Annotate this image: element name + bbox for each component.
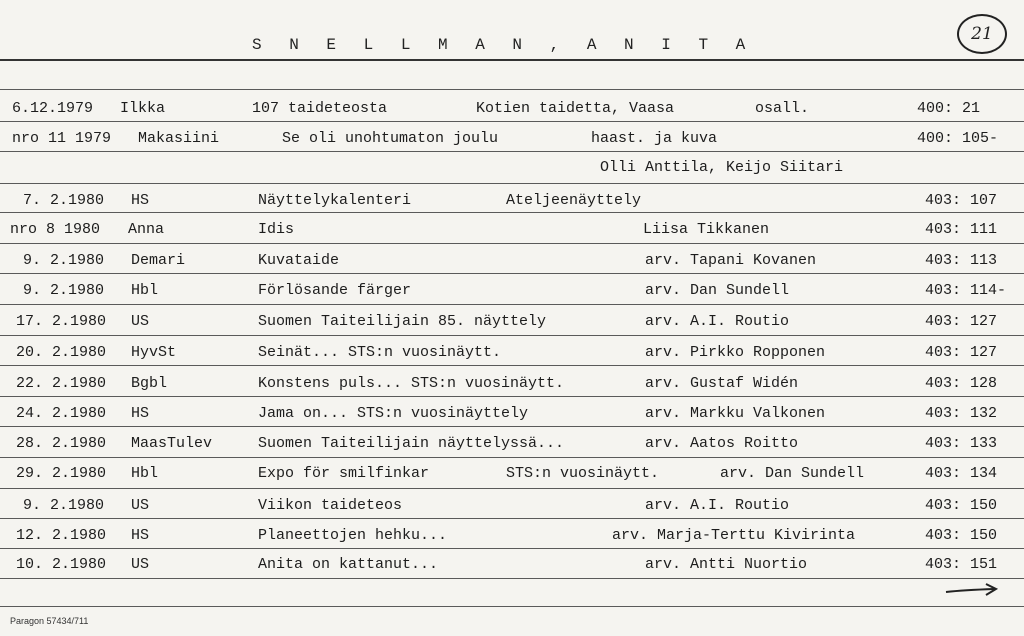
entry-author: arv. Dan Sundell	[645, 282, 790, 299]
entry-ref: 403: 133	[925, 435, 998, 452]
entry-date: 7. 2.1980	[23, 192, 105, 209]
entry-ref: 403: 151	[925, 556, 998, 573]
entry-author: arv. Marja-Terttu Kivirinta	[612, 527, 856, 544]
card-number-circle: 21	[957, 14, 1007, 54]
person-name: S N E L L M A N , A N I T A	[252, 36, 755, 54]
entry-source: Makasiini	[138, 130, 220, 147]
entry-date: 20. 2.1980	[16, 344, 107, 361]
entry-date: 6.12.1979	[12, 100, 94, 117]
entry-source: HS	[131, 405, 150, 422]
entry-row	[0, 435, 1024, 465]
entry-title: Förlösande färger	[258, 282, 412, 299]
entry-author: Liisa Tikkanen	[643, 221, 770, 238]
entry-date: 29. 2.1980	[16, 465, 107, 482]
entry-row	[0, 252, 1024, 282]
entry-row	[0, 556, 1024, 586]
entry-ref: 403: 107	[925, 192, 998, 209]
entry-source: Bgbl	[131, 375, 168, 392]
entry-title: Expo för smilfinkar	[258, 465, 430, 482]
entry-title: Seinät... STS:n vuosinäytt.	[258, 344, 502, 361]
entry-row	[0, 344, 1024, 374]
entry-ref: 400: 105-	[917, 130, 999, 147]
entry-title: Anita on kattanut...	[258, 556, 439, 573]
entry-date: 24. 2.1980	[16, 405, 107, 422]
entry-author: arv. A.I. Routio	[645, 497, 790, 514]
entry-row	[0, 130, 1024, 160]
entry-source: Hbl	[131, 465, 159, 482]
entry-ref: 403: 111	[925, 221, 998, 238]
rule	[0, 89, 1024, 90]
entry-note: Ateljeenäyttely	[506, 192, 642, 209]
entry-row	[0, 192, 1024, 222]
entry-date: 17. 2.1980	[16, 313, 107, 330]
entry-date: 10. 2.1980	[16, 556, 107, 573]
entry-ref: 403: 150	[925, 527, 998, 544]
entry-row	[0, 497, 1024, 527]
entry-row	[0, 375, 1024, 405]
entry-row	[0, 282, 1024, 312]
entry-ref: 403: 113	[925, 252, 998, 269]
entry-source: US	[131, 497, 150, 514]
entry-title: Se oli unohtumaton joulu	[282, 130, 499, 147]
entry-row	[0, 221, 1024, 251]
entry-title: Jama on... STS:n vuosinäyttely	[258, 405, 529, 422]
entry-date: 9. 2.1980	[23, 252, 105, 269]
entry-ref: 403: 127	[925, 344, 998, 361]
entry-ref: 403: 150	[925, 497, 998, 514]
entry-source: HS	[131, 527, 150, 544]
entry-source: Anna	[128, 221, 165, 238]
entry-title: 107 taideteosta	[252, 100, 388, 117]
entry-source: US	[131, 313, 150, 330]
entry-title: Suomen Taiteilijain 85. näyttely	[258, 313, 547, 330]
entry-source: Hbl	[131, 282, 159, 299]
entry-title: Viikon taideteos	[258, 497, 403, 514]
entry-ref: 403: 128	[925, 375, 998, 392]
card-footer: Paragon 57434/711	[10, 616, 89, 626]
entry-author: arv. Aatos Roitto	[645, 435, 799, 452]
entry-source: US	[131, 556, 150, 573]
entry-date: 12. 2.1980	[16, 527, 107, 544]
entry-title: Kuvataide	[258, 252, 340, 269]
entry-source: HyvSt	[131, 344, 177, 361]
entry-title: Planeettojen hehku...	[258, 527, 448, 544]
entry-source: Demari	[131, 252, 186, 269]
entry-title: Näyttelykalenteri	[258, 192, 412, 209]
entry-date: 9. 2.1980	[23, 282, 105, 299]
entry-row	[0, 100, 1024, 130]
entry-date: nro 8 1980	[10, 221, 101, 238]
entry-author: arv. Gustaf Widén	[645, 375, 799, 392]
entry-row	[0, 465, 1024, 495]
entry-author: osall.	[755, 100, 810, 117]
entry-ref: 403: 127	[925, 313, 998, 330]
header-rule	[0, 59, 1024, 61]
entry-date: 9. 2.1980	[23, 497, 105, 514]
entry-date: nro 11 1979	[12, 130, 112, 147]
rule	[0, 606, 1024, 607]
entry-author: haast. ja kuva	[591, 130, 718, 147]
entry-title: Idis	[258, 221, 295, 238]
entry-note: STS:n vuosinäytt.	[506, 465, 660, 482]
entry-author: arv. Dan Sundell	[720, 465, 865, 482]
entry-row	[0, 527, 1024, 557]
entry-row	[0, 405, 1024, 435]
entry-row	[0, 313, 1024, 343]
entry-row	[0, 159, 1024, 189]
entry-note: Kotien taidetta, Vaasa	[476, 100, 675, 117]
entry-author: arv. Antti Nuortio	[645, 556, 808, 573]
entry-source: HS	[131, 192, 150, 209]
entry-ref: 403: 132	[925, 405, 998, 422]
entry-source: Ilkka	[120, 100, 166, 117]
entry-author: arv. Tapani Kovanen	[645, 252, 817, 269]
entry-author: arv. A.I. Routio	[645, 313, 790, 330]
entry-title: Konstens puls... STS:n vuosinäytt.	[258, 375, 565, 392]
entry-ref: 403: 134	[925, 465, 998, 482]
entry-author: arv. Pirkko Ropponen	[645, 344, 826, 361]
continue-arrow-icon	[944, 582, 1000, 598]
entry-source: MaasTulev	[131, 435, 213, 452]
entry-title: Suomen Taiteilijain näyttelyssä...	[258, 435, 565, 452]
entry-ref: 400: 21	[917, 100, 981, 117]
entry-date: 28. 2.1980	[16, 435, 107, 452]
entry-author: Olli Anttila, Keijo Siitari	[600, 159, 844, 176]
entry-author: arv. Markku Valkonen	[645, 405, 826, 422]
entry-ref: 403: 114-	[925, 282, 1007, 299]
entry-date: 22. 2.1980	[16, 375, 107, 392]
